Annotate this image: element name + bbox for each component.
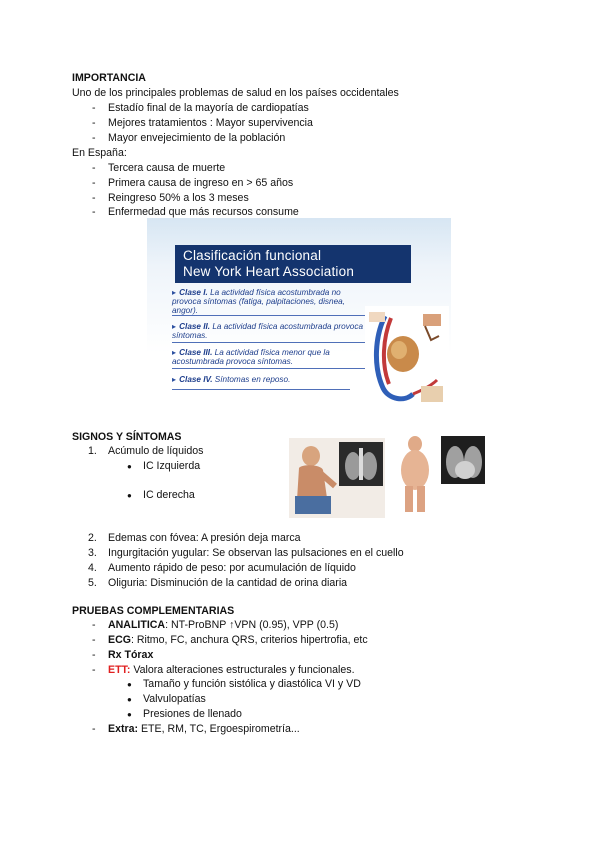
slide-class-1: ▸ Clase I. La actividad física acostumbrada no provoca síntomas (fatiga, palpitaciones, disnea, angor). <box>172 288 345 315</box>
slide-class-text: La actividad física acostumbrada provoca síntomas. <box>172 322 364 340</box>
ett-item <box>108 663 355 678</box>
ett-text: Valora alteraciones estructurales y funcionales. <box>130 664 355 676</box>
list-item: Aumento rápido de peso: por acumulación de líquido <box>108 562 356 574</box>
importancia-intro: Uno de los principales problemas de salud en los países occidentales <box>72 87 399 99</box>
slide-class-text: Síntomas en reposo. <box>214 375 291 384</box>
list-item: Mejores tratamientos : Mayor supervivencia <box>108 117 313 129</box>
list-number: 2. <box>88 532 97 544</box>
bullet-marker: ● <box>127 680 132 689</box>
list-number: 5. <box>88 577 97 589</box>
slide-title <box>175 245 411 283</box>
slide-title-line1: Clasificación funcional <box>183 248 322 263</box>
list-item: Estadío final de la mayoría de cardiopatías <box>108 102 309 114</box>
ecg-item <box>108 633 368 648</box>
bullet-marker: ● <box>127 710 132 719</box>
list-subitem: Tamaño y función sistólica y diastólica VI y VD <box>143 678 361 690</box>
bullet-marker: ● <box>127 695 132 704</box>
slide-class-label: Clase III. <box>179 348 213 357</box>
slide-class-4: ▸ Clase IV. Síntomas en reposo. <box>172 375 291 384</box>
dash-marker: - <box>92 649 96 661</box>
dash-marker: - <box>92 634 96 646</box>
slide-class-label: Clase II. <box>179 322 211 331</box>
list-subitem: IC derecha <box>143 489 195 501</box>
list-item: Ingurgitación yugular: Se observan las pulsaciones en el cuello <box>108 547 404 559</box>
pruebas-heading: PRUEBAS COMPLEMENTARIAS <box>72 605 235 617</box>
bullet-marker: ● <box>127 491 132 500</box>
slide-divider <box>172 315 368 316</box>
slide-class-text: La actividad física menor que la acostumbrada provoca síntomas. <box>172 348 330 366</box>
list-item: Edemas con fóvea: A presión deja marca <box>108 532 301 544</box>
list-item: Primera causa de ingreso en > 65 años <box>108 177 294 189</box>
ic-izquierda-patient-image <box>289 438 385 518</box>
slide-class-3: ▸ Clase III. La actividad física menor que la acostumbrada provoca síntomas. <box>172 348 330 366</box>
nyha-slide-image <box>147 218 451 411</box>
dash-marker: - <box>92 132 96 144</box>
analitica-text: : NT-ProBNP ↑VPN (0.95), VPP (0.5) <box>165 619 339 631</box>
list-number: 4. <box>88 562 97 574</box>
slide-class-text: La actividad física acostumbrada no provoca síntomas (fatiga, palpitaciones, disnea, angor). <box>172 288 345 315</box>
extra-item <box>108 722 300 737</box>
list-item: Oliguria: Disminución de la cantidad de orina diaria <box>108 577 348 589</box>
dash-marker: - <box>92 162 96 174</box>
slide-class-label: Clase IV. <box>179 375 213 384</box>
dash-marker: - <box>92 619 96 631</box>
extra-text: ETE, RM, TC, Ergoespirometría... <box>138 723 300 735</box>
list-item: Mayor envejecimiento de la población <box>108 132 286 144</box>
list-number: 1. <box>88 445 97 457</box>
slide-divider <box>172 368 370 369</box>
list-item: Acúmulo de líquidos <box>108 445 204 457</box>
dash-marker: - <box>92 102 96 114</box>
slide-class-2: ▸ Clase II. La actividad física acostumbrada provoca síntomas. <box>172 322 364 340</box>
dash-marker: - <box>92 177 96 189</box>
dash-marker: - <box>92 192 96 204</box>
dash-marker: - <box>92 206 96 218</box>
rx-label: Rx Tórax <box>108 649 154 661</box>
list-item: Enfermedad que más recursos consume <box>108 206 299 218</box>
list-subitem: Presiones de llenado <box>143 708 242 720</box>
extra-label: Extra: <box>108 723 139 735</box>
signos-heading: SIGNOS Y SÍNTOMAS <box>72 431 182 443</box>
bullet-marker: ● <box>127 462 132 471</box>
list-subitem: IC Izquierda <box>143 460 201 472</box>
slide-divider <box>172 342 370 343</box>
ett-label: ETT: <box>108 664 131 676</box>
heart-circulation-illustration <box>365 306 449 410</box>
list-number: 3. <box>88 547 97 559</box>
dash-marker: - <box>92 117 96 129</box>
importancia-heading: IMPORTANCIA <box>72 72 146 84</box>
ecg-label: ECG <box>108 634 131 646</box>
slide-divider <box>172 389 350 390</box>
dash-marker: - <box>92 664 96 676</box>
list-item: Tercera causa de muerte <box>108 162 226 174</box>
slide-title-line2: New York Heart Association <box>183 264 355 279</box>
spain-label: En España: <box>72 147 127 159</box>
dash-marker: - <box>92 723 96 735</box>
ic-derecha-patient-image <box>397 432 487 516</box>
ecg-text: : Ritmo, FC, anchura QRS, criterios hipertrofia, etc <box>130 634 368 646</box>
analitica-item <box>108 618 338 633</box>
list-item: Reingreso 50% a los 3 meses <box>108 192 249 204</box>
list-subitem: Valvulopatías <box>143 693 206 705</box>
slide-class-label: Clase I. <box>179 288 208 297</box>
analitica-label: ANALITICA <box>108 619 166 631</box>
